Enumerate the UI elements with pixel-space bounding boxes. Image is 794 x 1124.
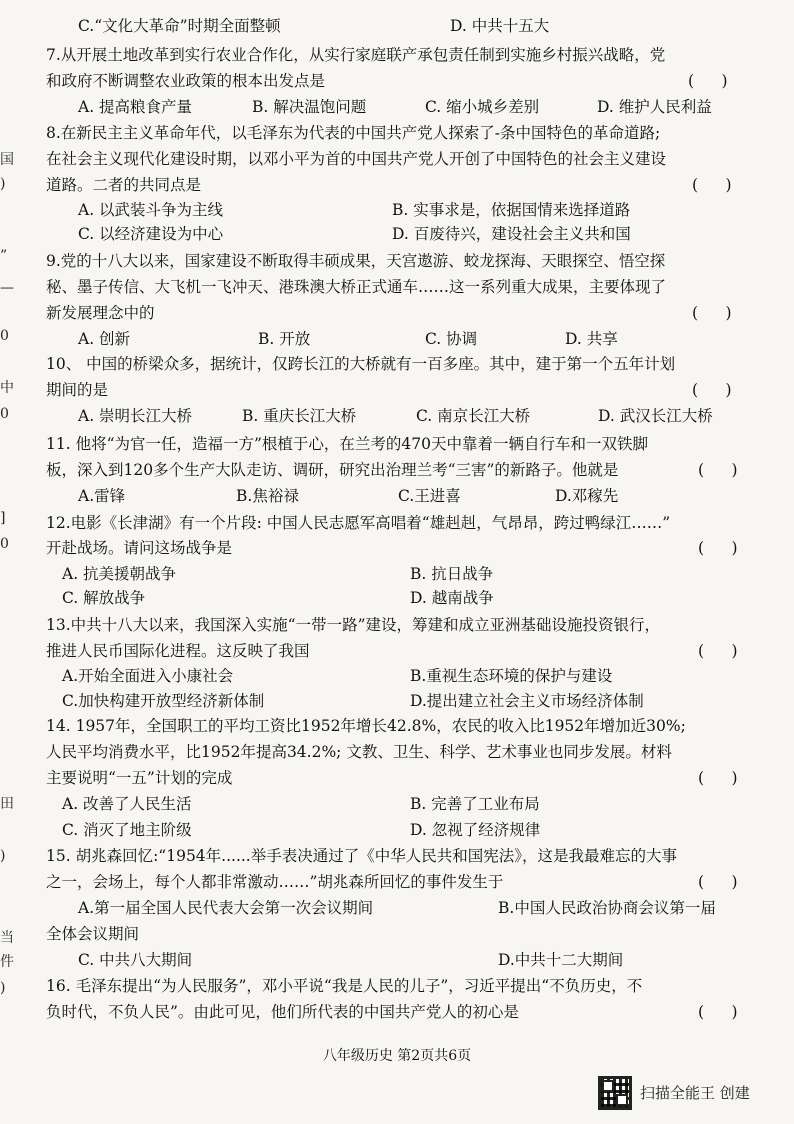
answer-blank: ( ) [698, 873, 744, 891]
text-line: C.“文化大革命”时期全面整顿 [78, 17, 281, 35]
text-line: B. 开放 [258, 330, 311, 348]
text-line: C. 解放战争 [62, 589, 146, 607]
text-line: A. 抗美援朝战争 [62, 565, 177, 583]
text-line: A. 以武装斗争为主线 [78, 201, 224, 219]
answer-blank: ( ) [692, 176, 738, 194]
margin-fragment: ) [0, 980, 6, 996]
text-line: A.开始全面进入小康社会 [62, 667, 234, 685]
scanner-watermark: 扫描全能王 创建 [640, 1084, 750, 1102]
text-line: 和政府不断调整农业政策的根本出发点是 [46, 72, 326, 90]
text-line: 8.在新民主主义革命年代，以毛泽东为代表的中国共产党人探索了-条中国特色的革命道路; [46, 124, 661, 142]
text-line: D. 忽视了经济规律 [410, 821, 541, 839]
text-line: 推进人民币国际化进程。这反映了我国 [46, 642, 310, 660]
qr-code-icon [598, 1076, 632, 1110]
text-line: C. 缩小城乡差别 [425, 98, 540, 116]
text-line: D. 武汉长江大桥 [598, 407, 713, 425]
text-line: A. 改善了人民生活 [62, 795, 192, 813]
text-line: 负时代，不负人民”。由此可见，他们所代表的中国共产党人的初心是 [46, 1003, 519, 1021]
text-line: 之一，会场上，每个人都非常激动……”胡兆森所回忆的事件发生于 [46, 873, 504, 891]
text-line: C. 消灭了地主阶级 [62, 821, 192, 839]
text-line: B.重视生态环境的保护与建设 [410, 667, 613, 685]
text-line: 11. 他将“为官一任，造福一方”根植于心，在兰考的470天中靠着一辆自行车和一双铁脚 [46, 435, 649, 453]
margin-fragment: 当 [0, 930, 14, 946]
text-line: C. 以经济建设为中心 [78, 225, 224, 243]
margin-fragment: ) [0, 176, 6, 192]
text-line: B. 完善了工业布局 [410, 795, 540, 813]
text-line: C. 南京长江大桥 [416, 407, 531, 425]
margin-fragment: 0 [0, 406, 9, 422]
text-line: B.焦裕禄 [236, 487, 299, 505]
page-footer: 八年级历史 第2页共6页 [322, 1048, 472, 1064]
text-line: D.提出建立社会主义市场经济体制 [410, 692, 644, 710]
text-line: 7.从开展土地改革到实行农业合作化，从实行家庭联产承包责任制到实施乡村振兴战略，党 [46, 46, 666, 64]
text-line: 16. 毛泽东提出“为人民服务”，邓小平说“我是人民的儿子”，习近平提出“不负历史，不 [46, 977, 643, 995]
margin-fragment: ” [0, 248, 8, 264]
text-line: D. 共享 [565, 330, 618, 348]
margin-fragment: 0 [0, 328, 9, 344]
text-line: 主要说明“一五”计划的完成 [46, 769, 233, 787]
text-line: C. 协调 [425, 330, 478, 348]
answer-blank: ( ) [698, 1003, 744, 1021]
margin-fragment: 中 [0, 380, 14, 396]
margin-fragment: ] [0, 510, 6, 526]
answer-blank: ( ) [698, 642, 744, 660]
text-line: C.王进喜 [398, 487, 461, 505]
text-line: A. 创新 [78, 330, 131, 348]
text-line: D. 维护人民利益 [597, 98, 712, 116]
text-line: D. 百废待兴，建设社会主义共和国 [392, 225, 631, 243]
text-line: 人民平均消费水平，比1952年提高34.2%; 文教、卫生、科学、艺术事业也同步发展。材料 [46, 743, 672, 761]
text-line: 10、 中国的桥梁众多，据统计，仅跨长江的大桥就有一百多座。其中，建于第一个五年计划 [46, 355, 676, 373]
text-line: D.邓稼先 [555, 487, 619, 505]
answer-blank: ( ) [692, 381, 738, 399]
text-line: A.雷锋 [78, 487, 126, 505]
text-line: B.中国人民政治协商会议第一届 [498, 899, 716, 917]
text-line: 全体会议期间 [46, 925, 140, 943]
answer-blank: ( ) [698, 461, 744, 479]
text-line: D. 越南战争 [410, 589, 494, 607]
margin-fragment: 0 [0, 536, 9, 552]
margin-fragment: ) [0, 848, 6, 864]
margin-fragment: — [0, 280, 14, 296]
text-line: B. 解决温饱问题 [252, 98, 367, 116]
text-line: 道路。二者的共同点是 [46, 176, 202, 194]
text-line: D.中共十二大期间 [498, 951, 624, 969]
text-line: 15. 胡兆森回忆:“1954年......举手表决通过了《中华人民共和国宪法》，这是我最难忘的大事 [46, 847, 677, 865]
text-line: B. 重庆长江大桥 [242, 407, 357, 425]
text-line: 13.中共十八大以来，我国深入实施“一带一路”建设，筹建和成立亚洲基础设施投资银行， [46, 616, 661, 634]
answer-blank: ( ) [688, 72, 734, 90]
text-line: 开赴战场。请问这场战争是 [46, 539, 233, 557]
margin-fragment: 国 [0, 152, 14, 168]
text-line: 新发展理念中的 [46, 304, 155, 322]
text-line: 12.电影《长津湖》有一个片段: 中国人民志愿军高唱着“雄赳赳，气昂昂，跨过鸭绿江……” [46, 514, 671, 532]
margin-fragment: 田 [0, 796, 14, 812]
text-line: C.加快构建开放型经济新体制 [62, 692, 265, 710]
text-line: A. 崇明长江大桥 [78, 407, 193, 425]
text-line: 在社会主义现代化建设时期，以邓小平为首的中国共产党人开创了中国特色的社会主义建设 [46, 150, 667, 168]
text-line: 14. 1957年，全国职工的平均工资比1952年增长42.8%，农民的收入比1952年增加近30%; [46, 717, 686, 735]
text-line: B. 抗日战争 [410, 565, 494, 583]
text-line: 板，深入到120多个生产大队走访、调研，研究出治理兰考“三害”的新路子。他就是 [46, 461, 619, 479]
text-line: A.第一届全国人民代表大会第一次会议期间 [78, 899, 374, 917]
answer-blank: ( ) [698, 769, 744, 787]
answer-blank: ( ) [692, 304, 738, 322]
text-line: 期间的是 [46, 381, 109, 399]
margin-fragment: 件 [0, 954, 14, 970]
text-line: 9.党的十八大以来，国家建设不断取得丰硕成果，天宫遨游、蛟龙探海、天眼探空、悟空探 [46, 252, 666, 270]
answer-blank: ( ) [698, 539, 744, 557]
text-line: A. 提高粮食产量 [78, 98, 193, 116]
text-line: C. 中共八大期间 [78, 951, 193, 969]
text-line: 秘、墨子传信、大飞机一飞冲天、港珠澳大桥正式通车……这一系列重大成果，主要体现了 [46, 278, 667, 296]
text-line: D. 中共十五大 [450, 17, 550, 35]
text-line: B. 实事求是，依据国情来选择道路 [392, 201, 631, 219]
